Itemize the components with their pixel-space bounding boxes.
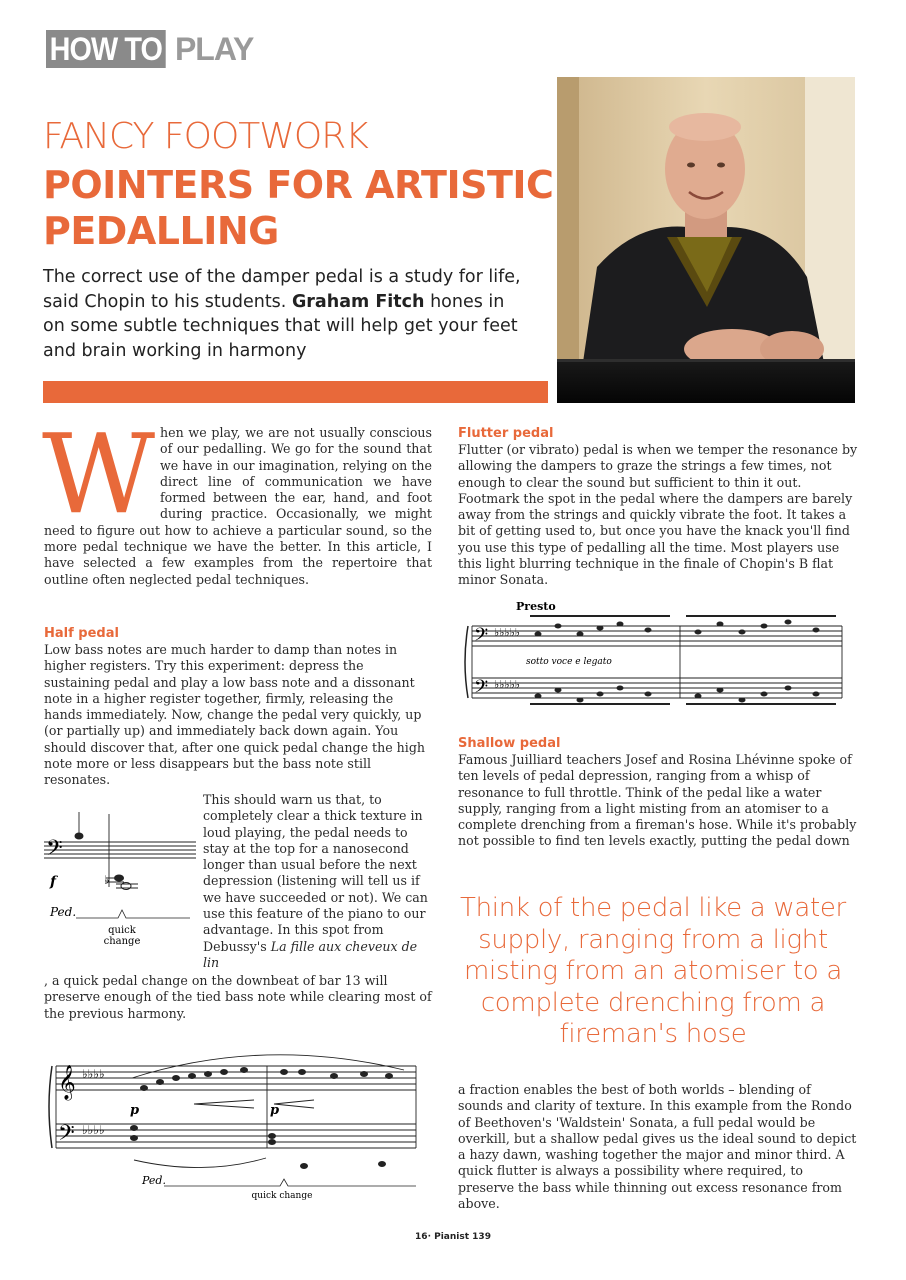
svg-text:quick: quick: [108, 925, 136, 936]
author-photo: [557, 77, 855, 403]
flutter-pedal-text: Flutter (or vibrato) pedal is when we temper the resonance by allowing the dampers to graze the strings a few times, not enough to clear the sound but sufficient to thin it out. Footmark the spot in the pedal where the dampers are barely away from the strings and quickly vibrate the foot. It takes a bit of getting used to, but once you have the knack you'll find you use this type of pedalling all the time. Most players use this light blurring technique in the finale of Chopin's B flat minor Sonata.: [458, 442, 858, 588]
svg-text:p: p: [130, 1103, 140, 1118]
flutter-pedal-heading: Flutter pedal: [458, 426, 554, 441]
section-tag: [46, 30, 253, 68]
half-pedal-para2-end: , a quick pedal change on the downbeat of bar 13 will preserve enough of the tied bass note while clearing most of the previous harmony.: [44, 973, 432, 1021]
music-example-1: [44, 812, 199, 952]
svg-text:quick change: quick change: [251, 1191, 313, 1201]
svg-text:𝄢: 𝄢: [474, 625, 489, 650]
shallow-pedal-heading: Shallow pedal: [458, 736, 561, 751]
svg-text:f: f: [50, 874, 57, 890]
shallow-pedal-section: [458, 736, 858, 850]
svg-text:Ped.: Ped.: [50, 905, 77, 919]
svg-text:𝄞: 𝄞: [58, 1065, 76, 1100]
svg-text:𝄢: 𝄢: [58, 1121, 75, 1151]
shallow-pedal-continued: [458, 1082, 858, 1212]
svg-text:♭♭♭♭♭: ♭♭♭♭♭: [494, 678, 520, 691]
headline: POINTERS FOR ARTISTIC PEDALLING: [43, 163, 554, 253]
svg-text:Ped.: Ped.: [142, 1174, 166, 1187]
svg-text:Presto: Presto: [516, 600, 556, 613]
standfirst: The correct use of the damper pedal is a study for life, said Chopin to his students. Graham Fitch hones in on some subtle techniques that will help get your feet and brain working in harmony: [43, 267, 521, 361]
section-tag-play: PLAY: [174, 31, 254, 67]
svg-text:♭♭♭♭: ♭♭♭♭: [82, 1067, 105, 1081]
section-tag-how: HOW TO: [46, 30, 166, 68]
half-pedal-heading: Half pedal: [44, 626, 119, 641]
piece-title-debussy: La fille aux cheveux de lin: [203, 938, 418, 970]
intro-paragraph: When we play, we are not usually conscious of our pedalling. We go for the sound that we have in our imagination, relying on the direct line of communication we have formed between the ear, hand, and foot during practice. Occasionally, we might need to figure out how to achieve a particular sound, so the more pedal technique we have the better. In this article, I have selected a few examples from the repertoire that outline often neglected pedal techniques.: [42, 410, 432, 587]
half-pedal-section: [44, 626, 432, 789]
svg-text:𝄢: 𝄢: [46, 836, 63, 866]
music-example-3: [458, 598, 848, 708]
author-name: Graham Fitch: [291, 291, 425, 312]
svg-text:change: change: [103, 936, 141, 947]
page-folio: 16· Pianist 139: [415, 1232, 491, 1242]
shallow-pedal-text2: a fraction enables the best of both worlds – blending of sounds and clarity of texture. In this example from the Rondo of Beethoven's 'Waldstein' Sonata, a full pedal would be overkill, but a shallow pedal gives us the ideal sound to depict a hazy dawn, washing together the major and minor third. A quick flutter is always a possibility where required, to preserve the bass while thinning out excess resonance from above.: [458, 1082, 857, 1212]
music-example-2: [44, 1048, 424, 1203]
half-pedal-para2: This should warn us that, to completely clear a thick texture in loud playing, the pedal needs to stay at the top for a nanosecond longer than usual before the next depression (listening will tell us if we have succeeded or not). We can use this feature of the piano to our advantage. In this spot from Debussy's La fille aux cheveux de lin: [203, 792, 428, 970]
magazine-issue: Pianist 139: [434, 1232, 491, 1242]
shallow-pedal-text1: Famous Juilliard teachers Josef and Rosina Lhévinne spoke of ten levels of pedal depression, ranging from a whisp of resonance to full throttle. Think of the pedal like a water supply, ranging from a light misting from an atomiser to a complete drenching from a fireman's hose. While it's probably not possible to find ten levels exactly, putting the pedal down: [458, 752, 857, 849]
svg-text:p: p: [270, 1103, 280, 1118]
orange-divider-bar: [43, 381, 548, 403]
svg-text:♭: ♭: [104, 873, 110, 887]
svg-text:♭♭♭♭: ♭♭♭♭: [82, 1123, 105, 1137]
svg-text:♭♭♭♭♭: ♭♭♭♭♭: [494, 626, 520, 639]
svg-text:sotto voce e legato: sotto voce e legato: [526, 657, 612, 667]
svg-text:𝄢: 𝄢: [474, 677, 489, 702]
kicker: FANCY FOOTWORK: [43, 116, 368, 157]
drop-cap: W: [42, 410, 156, 538]
page-number: 16: [415, 1232, 428, 1242]
flutter-pedal-section: [458, 426, 858, 589]
pull-quote: Think of the pedal like a water supply, ranging from a light misting from an atomiser to a complete drenching from a fireman's hose: [460, 893, 846, 1049]
half-pedal-para1: Low bass notes are much harder to damp than notes in higher registers. Try this experiment: depress the sustaining pedal and play a low bass note and a dissonant note in a higher register together, firmly, releasing the hands immediately. Now, change the pedal very quickly, up (or partially up) and immediately back down again. You should discover that, after one quick pedal change the high note more or less disappears but the bass note still resonates.: [44, 642, 425, 788]
